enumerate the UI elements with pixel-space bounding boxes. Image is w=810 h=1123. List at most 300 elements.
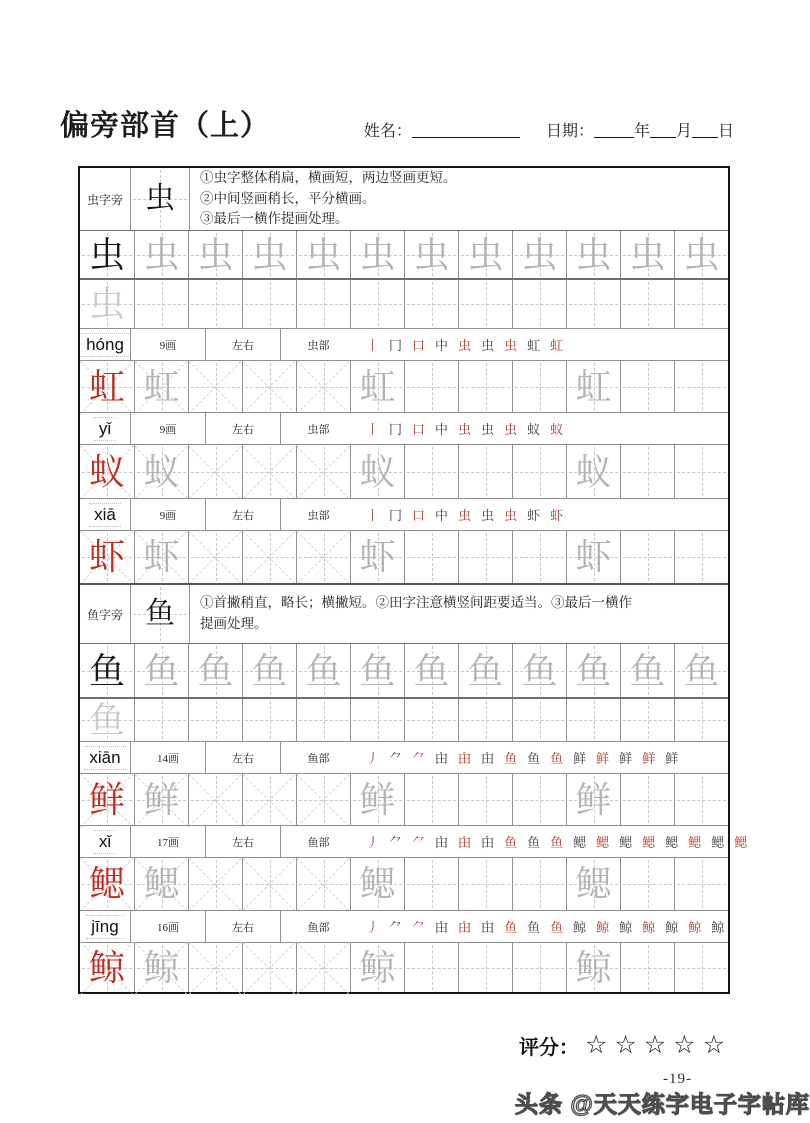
guide-vertical-dashed — [486, 363, 487, 410]
guide-vertical-dashed — [594, 701, 595, 739]
stroke-order-glyph: 鲸 — [711, 920, 725, 935]
ghost-character: 虾 — [143, 537, 180, 577]
guide-diagonal — [243, 445, 296, 498]
stroke-order-glyph: 甶 — [458, 751, 472, 766]
stroke-order-glyph: 鱼 — [504, 920, 518, 935]
guide-horizontal-dashed — [191, 800, 240, 801]
guide-horizontal-dashed — [299, 304, 348, 305]
stroke-order-glyph: 鳃 — [688, 835, 702, 850]
guide-horizontal-dashed — [677, 720, 726, 721]
practice-cell — [458, 280, 512, 328]
stroke-order-sequence — [356, 413, 728, 444]
ghost-character: 鲜 — [359, 779, 396, 820]
practice-cell — [620, 774, 674, 825]
guide-horizontal-dashed — [191, 304, 240, 305]
row-info-16 — [80, 910, 728, 942]
practice-cell — [458, 699, 512, 741]
practice-cell — [512, 361, 566, 412]
stroke-order-glyph: 甶 — [435, 920, 449, 935]
guide-vertical-dashed — [702, 282, 703, 326]
guide-diagonal — [243, 360, 296, 413]
guide-vertical-dashed — [216, 282, 217, 326]
radical-name: 鱼部 — [280, 826, 356, 857]
stroke-order-glyph: 虾 — [550, 508, 564, 523]
practice-cell — [404, 280, 458, 328]
practice-cell — [80, 445, 134, 498]
row-info-14 — [80, 825, 748, 857]
row-tips-9 — [80, 583, 728, 643]
practice-cell — [512, 445, 566, 498]
guide-horizontal-dashed — [623, 472, 672, 473]
guide-horizontal-dashed — [515, 968, 564, 969]
practice-cell — [296, 943, 350, 992]
watermark-text: 头条 @天天练字电子字帖库 — [515, 1091, 810, 1117]
practice-cell — [80, 858, 134, 910]
ghost-character: 虫 — [197, 234, 234, 275]
guide-horizontal-dashed — [677, 387, 726, 388]
practice-cell — [350, 231, 404, 278]
stroke-order-glyph: 口 — [412, 422, 426, 437]
guide-vertical-dashed — [486, 533, 487, 581]
page-number: -19- — [663, 1071, 692, 1087]
stroke-order-glyph: 虫 — [458, 338, 472, 353]
structure-type: 左右 — [205, 742, 280, 773]
practice-cell — [512, 231, 566, 278]
guide-horizontal-dashed — [299, 387, 348, 388]
stroke-order-glyph: 中 — [435, 508, 449, 523]
stroke-order-glyph: 口 — [412, 508, 426, 523]
guide-horizontal-dashed — [461, 472, 510, 473]
guide-vertical-dashed — [648, 533, 649, 581]
practice-cell — [188, 361, 242, 412]
guide-vertical-dashed — [486, 776, 487, 823]
practice-cell — [404, 943, 458, 992]
practice-cell — [350, 774, 404, 825]
stroke-order-glyph: ⺈ — [389, 751, 403, 766]
stroke-order-glyph: 虫 — [504, 338, 518, 353]
stroke-order-glyph: ⺈ — [412, 835, 426, 850]
structure-type: 左右 — [205, 329, 280, 360]
guide-diagonal — [243, 941, 296, 994]
stroke-order-sequence — [356, 911, 728, 942]
row-faded-2 — [80, 278, 728, 328]
practice-cell — [242, 445, 296, 498]
ghost-character: 鱼 — [683, 650, 720, 691]
guide-vertical-dashed — [540, 701, 541, 739]
faded-character: 鱼 — [88, 700, 125, 740]
stroke-order-glyph: 丿 — [366, 920, 380, 935]
practice-cell — [350, 280, 404, 328]
guide-diagonal — [243, 773, 296, 826]
ghost-character: 鱼 — [413, 650, 450, 691]
pinyin-cell — [80, 413, 130, 444]
ghost-character: 鱼 — [251, 650, 288, 691]
month-label: 月 — [675, 123, 692, 140]
practice-cell — [620, 361, 674, 412]
pinyin-label: xiā — [89, 503, 121, 527]
guide-horizontal-dashed — [299, 720, 348, 721]
stroke-order-glyph: 冂 — [389, 422, 403, 437]
radical-name: 虫部 — [280, 413, 356, 444]
guide-vertical-dashed — [270, 945, 271, 990]
ghost-character: 鱼 — [197, 650, 234, 691]
radical-name: 虫部 — [280, 329, 356, 360]
guide-vertical-dashed — [378, 701, 379, 739]
pinyin-label: jīng — [86, 915, 123, 939]
guide-vertical-dashed — [432, 860, 433, 908]
guide-horizontal-dashed — [623, 884, 672, 885]
practice-cell — [620, 445, 674, 498]
guide-diagonal — [189, 531, 242, 584]
practice-cell — [674, 531, 728, 583]
model-character-red: 鲜 — [88, 779, 125, 820]
structure-type: 左右 — [205, 413, 280, 444]
stroke-order-glyph: 鳃 — [596, 835, 610, 850]
ghost-character: 鱼 — [143, 650, 180, 691]
guide-vertical-dashed — [702, 776, 703, 823]
guide-horizontal-dashed — [245, 557, 294, 558]
stroke-order-glyph: 鲸 — [596, 920, 610, 935]
practice-cell — [350, 943, 404, 992]
practice-cell — [134, 699, 188, 741]
practice-cell — [674, 280, 728, 328]
ghost-character: 蚁 — [143, 451, 180, 492]
tips-line: ②中间竖画稍长，平分横画。 — [200, 190, 376, 206]
ghost-character: 鲸 — [143, 947, 180, 988]
guide-diagonal — [189, 360, 242, 413]
practice-cell — [404, 231, 458, 278]
guide-horizontal-dashed — [677, 884, 726, 885]
ghost-character: 虾 — [575, 537, 612, 577]
guide-vertical-dashed — [324, 533, 325, 581]
practice-cell — [350, 644, 404, 697]
radical-label: 虫字旁 — [86, 192, 123, 207]
practice-cell — [512, 699, 566, 741]
page-title: 偏旁部首（上） — [60, 110, 271, 142]
guide-horizontal-dashed — [407, 720, 456, 721]
guide-horizontal-dashed — [461, 304, 510, 305]
guide-vertical-dashed — [216, 447, 217, 496]
practice-cell — [296, 699, 350, 741]
row-info-12 — [80, 741, 728, 773]
practice-cell — [404, 445, 458, 498]
row-info-3 — [80, 328, 728, 360]
stroke-order-sequence — [356, 826, 747, 857]
guide-vertical-dashed — [162, 282, 163, 326]
practice-cell — [242, 231, 296, 278]
guide-diagonal — [243, 858, 296, 911]
practice-cell — [350, 531, 404, 583]
guide-diagonal — [243, 531, 296, 584]
stroke-order-glyph: 鲜 — [642, 751, 656, 766]
guide-horizontal-dashed — [137, 720, 186, 721]
practice-cell — [134, 644, 188, 697]
stroke-order-glyph: 口 — [412, 338, 426, 353]
tips-text — [189, 168, 728, 230]
model-character: 虫 — [88, 234, 125, 275]
guide-vertical-dashed — [702, 533, 703, 581]
stroke-order-glyph: 虫 — [481, 422, 495, 437]
guide-horizontal-dashed — [623, 557, 672, 558]
structure-type: 左右 — [205, 826, 280, 857]
practice-cell — [458, 644, 512, 697]
guide-vertical-dashed — [702, 701, 703, 739]
practice-cell — [188, 231, 242, 278]
tips-text — [189, 585, 728, 643]
guide-horizontal-dashed — [407, 968, 456, 969]
stroke-order-glyph: 鳃 — [734, 835, 748, 850]
practice-cell — [404, 361, 458, 412]
guide-horizontal-dashed — [245, 720, 294, 721]
guide-horizontal-dashed — [407, 387, 456, 388]
radical-label: 鱼字旁 — [86, 607, 123, 622]
guide-vertical-dashed — [162, 701, 163, 739]
guide-vertical-dashed — [486, 701, 487, 739]
practice-cell — [80, 943, 134, 992]
guide-diagonal — [243, 858, 296, 911]
model-character-red: 虾 — [88, 537, 125, 577]
guide-vertical-dashed — [324, 701, 325, 739]
guide-vertical-dashed — [378, 282, 379, 326]
practice-cell — [620, 231, 674, 278]
practice-cell — [188, 644, 242, 697]
example-cell — [130, 585, 189, 643]
guide-vertical-dashed — [432, 533, 433, 581]
stroke-order-glyph: 甶 — [458, 835, 472, 850]
stroke-order-glyph: 鲜 — [619, 751, 633, 766]
guide-vertical-dashed — [540, 776, 541, 823]
practice-cell — [296, 361, 350, 412]
practice-cell — [674, 361, 728, 412]
day-label: 日 — [717, 123, 734, 140]
stroke-order-glyph: 甶 — [435, 751, 449, 766]
ghost-character: 鳃 — [143, 864, 180, 904]
guide-diagonal — [297, 531, 350, 584]
guide-vertical-dashed — [270, 447, 271, 496]
guide-horizontal-dashed — [623, 968, 672, 969]
guide-horizontal-dashed — [461, 800, 510, 801]
guide-diagonal — [189, 773, 242, 826]
stroke-order-glyph: 蚁 — [550, 422, 564, 437]
guide-horizontal-dashed — [245, 472, 294, 473]
guide-vertical-dashed — [270, 776, 271, 823]
guide-diagonal — [243, 941, 296, 994]
guide-vertical-dashed — [648, 945, 649, 990]
practice-cell — [80, 231, 134, 278]
ghost-character: 鱼 — [305, 650, 342, 691]
star-rating-icons: ☆☆☆☆☆ — [584, 1032, 732, 1059]
stroke-count: 9画 — [130, 413, 205, 444]
stroke-order-glyph: 鱼 — [550, 920, 564, 935]
practice-cell — [80, 280, 134, 328]
practice-cell — [458, 231, 512, 278]
guide-vertical-dashed — [324, 776, 325, 823]
stroke-order-glyph: 鲸 — [642, 920, 656, 935]
year-label: 年 — [633, 123, 650, 140]
practice-cell — [674, 699, 728, 741]
ghost-character: 虹 — [143, 366, 180, 407]
stroke-order-glyph: 中 — [435, 422, 449, 437]
guide-vertical-dashed — [540, 945, 541, 990]
practice-cell — [458, 858, 512, 910]
guide-vertical-dashed — [594, 282, 595, 326]
practice-cell — [404, 644, 458, 697]
ghost-character: 虫 — [251, 234, 288, 275]
guide-horizontal-dashed — [407, 472, 456, 473]
guide-horizontal-dashed — [515, 304, 564, 305]
row-trace-10 — [80, 643, 728, 697]
guide-horizontal-dashed — [623, 387, 672, 388]
score-line — [519, 1030, 732, 1060]
practice-cell — [404, 699, 458, 741]
stroke-order-glyph: 鱼 — [550, 835, 564, 850]
practice-cell — [620, 644, 674, 697]
practice-cell — [134, 445, 188, 498]
model-character-red: 鳃 — [88, 864, 125, 904]
pinyin-label: yǐ — [94, 417, 116, 441]
guide-diagonal — [189, 445, 242, 498]
guide-vertical-dashed — [486, 447, 487, 496]
stroke-order-sequence — [356, 329, 728, 360]
page-header — [60, 103, 734, 144]
guide-vertical-dashed — [324, 945, 325, 990]
guide-vertical-dashed — [270, 282, 271, 326]
guide-vertical-dashed — [216, 701, 217, 739]
row-info-5 — [80, 412, 728, 444]
practice-cell — [458, 774, 512, 825]
name-blank — [412, 123, 520, 138]
practice-cell — [350, 445, 404, 498]
ghost-character: 鲸 — [575, 947, 612, 988]
stroke-order-glyph: 鳃 — [711, 835, 725, 850]
practice-cell — [80, 644, 134, 697]
model-character: 鱼 — [88, 650, 125, 691]
stroke-count: 16画 — [130, 911, 205, 942]
guide-horizontal-dashed — [677, 472, 726, 473]
practice-cell — [512, 280, 566, 328]
guide-horizontal-dashed — [299, 968, 348, 969]
name-label: 姓名： — [363, 123, 412, 140]
practice-cell — [134, 280, 188, 328]
row-practice-4 — [80, 360, 728, 412]
row-tips-0 — [80, 168, 728, 230]
practice-cell — [458, 943, 512, 992]
stroke-count: 14画 — [130, 742, 205, 773]
practice-cell — [134, 943, 188, 992]
guide-horizontal-dashed — [299, 800, 348, 801]
stroke-order-glyph: 鲸 — [688, 920, 702, 935]
stroke-order-glyph: 中 — [435, 338, 449, 353]
stroke-order-sequence — [356, 499, 728, 530]
ghost-character: 蚁 — [575, 451, 612, 492]
guide-diagonal — [189, 531, 242, 584]
row-info-7 — [80, 498, 728, 530]
pinyin-label: hóng — [81, 333, 129, 357]
guide-horizontal-dashed — [191, 720, 240, 721]
stroke-order-glyph: 甶 — [435, 835, 449, 850]
guide-vertical-dashed — [540, 447, 541, 496]
structure-type: 左右 — [205, 499, 280, 530]
practice-cell — [242, 774, 296, 825]
stroke-order-glyph: 丨 — [366, 422, 380, 437]
stroke-order-glyph: 丨 — [366, 338, 380, 353]
practice-cell — [242, 531, 296, 583]
guide-vertical-dashed — [432, 701, 433, 739]
guide-diagonal — [189, 773, 242, 826]
pinyin-cell — [80, 911, 130, 942]
practice-cell — [620, 531, 674, 583]
guide-diagonal — [243, 773, 296, 826]
row-practice-8 — [80, 530, 728, 583]
ghost-character: 虫 — [359, 234, 396, 275]
row-practice-6 — [80, 444, 728, 498]
practice-cell — [296, 774, 350, 825]
guide-vertical-dashed — [324, 282, 325, 326]
guide-horizontal-dashed — [461, 387, 510, 388]
practice-cell — [620, 943, 674, 992]
practice-cell — [188, 445, 242, 498]
guide-vertical-dashed — [540, 363, 541, 410]
stroke-count: 9画 — [130, 499, 205, 530]
pinyin-label: xǐ — [94, 830, 116, 854]
guide-horizontal-dashed — [191, 387, 240, 388]
practice-cell — [188, 774, 242, 825]
stroke-order-glyph: 鱼 — [527, 751, 541, 766]
practice-cell — [620, 858, 674, 910]
guide-vertical-dashed — [270, 860, 271, 908]
stroke-order-glyph: 甶 — [481, 751, 495, 766]
guide-vertical-dashed — [270, 533, 271, 581]
guide-horizontal-dashed — [461, 557, 510, 558]
stroke-order-glyph: 鳃 — [573, 835, 587, 850]
practice-cell — [512, 644, 566, 697]
practice-cell — [242, 361, 296, 412]
practice-cell — [566, 231, 620, 278]
practice-cell — [404, 774, 458, 825]
practice-cell — [134, 774, 188, 825]
guide-horizontal-dashed — [245, 968, 294, 969]
stroke-order-glyph: 鱼 — [550, 751, 564, 766]
stroke-order-glyph: 虹 — [550, 338, 564, 353]
practice-cell — [242, 858, 296, 910]
pinyin-cell — [80, 329, 130, 360]
model-character-red: 鲸 — [88, 947, 125, 988]
guide-horizontal-dashed — [461, 884, 510, 885]
guide-horizontal-dashed — [299, 557, 348, 558]
stroke-order-sequence — [356, 742, 728, 773]
guide-horizontal-dashed — [515, 557, 564, 558]
stroke-order-glyph: 虫 — [504, 508, 518, 523]
guide-vertical-dashed — [702, 447, 703, 496]
guide-vertical-dashed — [648, 363, 649, 410]
stroke-count: 9画 — [130, 329, 205, 360]
guide-horizontal-dashed — [515, 387, 564, 388]
guide-vertical-dashed — [432, 945, 433, 990]
ghost-character: 鱼 — [629, 650, 666, 691]
practice-cell — [350, 858, 404, 910]
practice-cell — [296, 231, 350, 278]
radical-name: 虫部 — [280, 499, 356, 530]
guide-vertical-dashed — [324, 447, 325, 496]
model-character-red: 虹 — [88, 366, 125, 407]
stroke-order-glyph: 虹 — [527, 338, 541, 353]
practice-cell — [296, 280, 350, 328]
stroke-order-glyph: 鲸 — [665, 920, 679, 935]
practice-cell — [674, 445, 728, 498]
structure-type: 左右 — [205, 911, 280, 942]
practice-cell — [188, 699, 242, 741]
guide-vertical-dashed — [432, 363, 433, 410]
